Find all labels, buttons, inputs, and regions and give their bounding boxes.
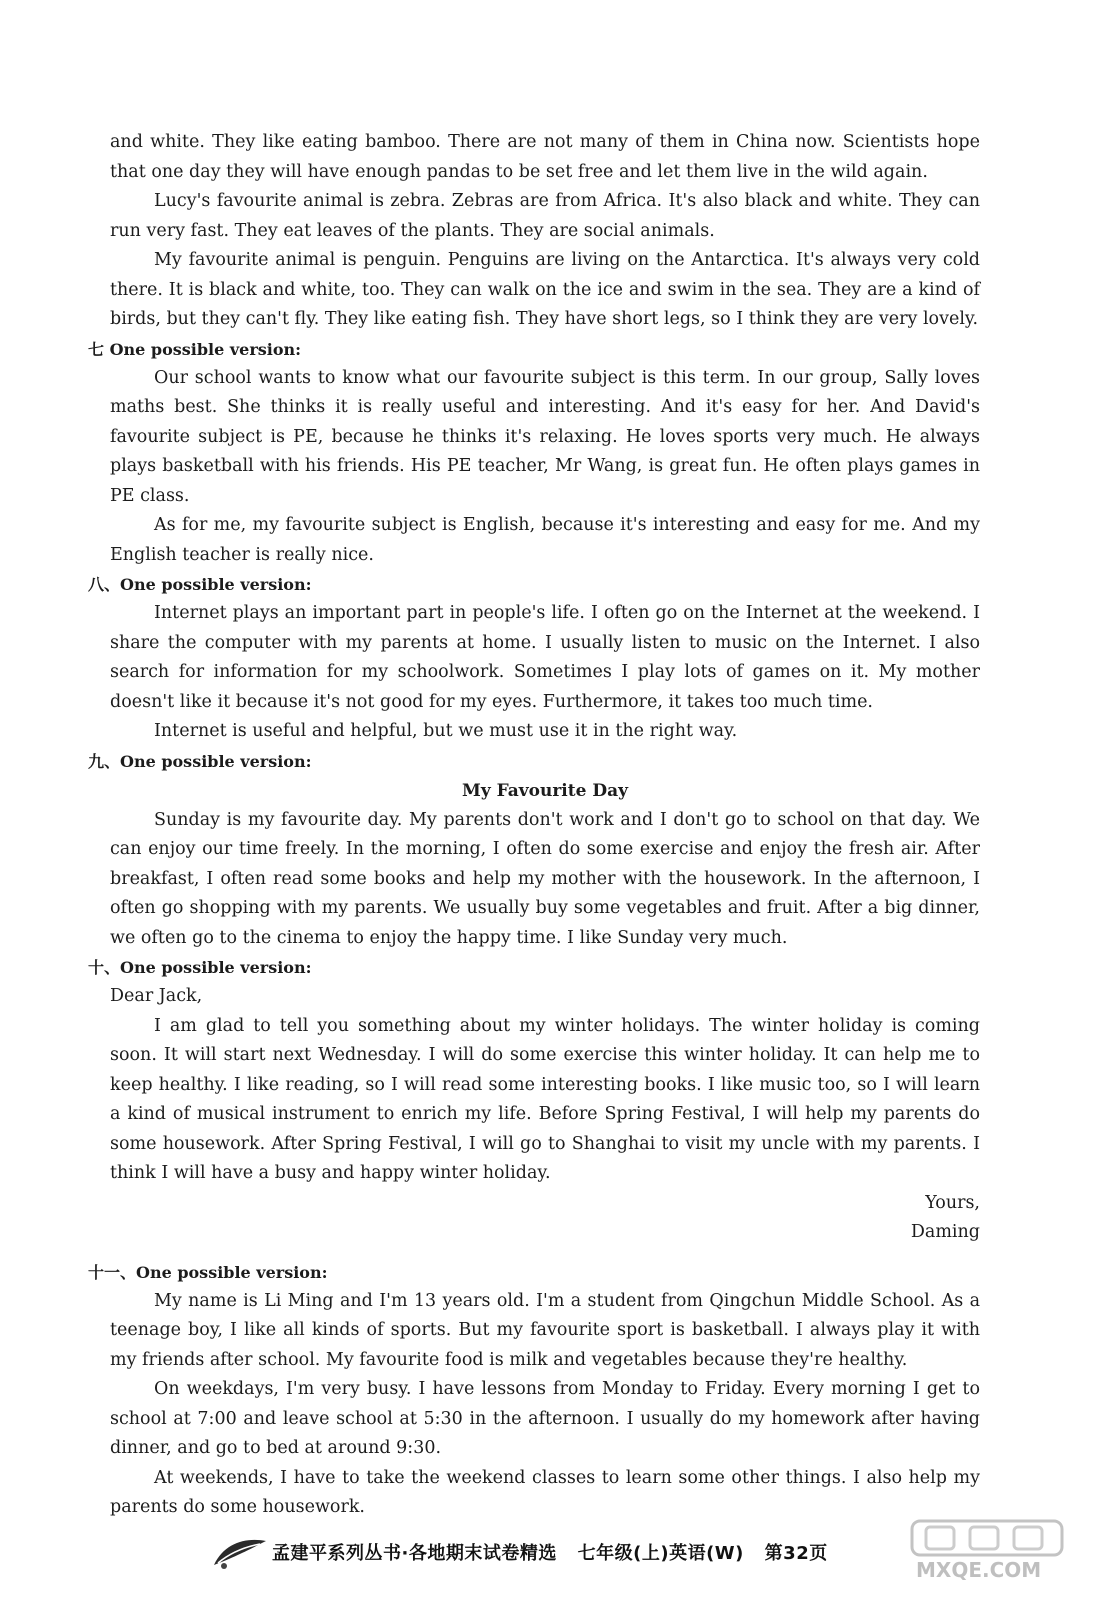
s11-paragraph-1: My name is Li Ming and I'm 13 years old. I'm a student from Qingchun Middle School. As a teenage boy, I like all kinds of sports. But my favourite sport is basketball. I always play it with my friends after school. My favourite food is milk and vegetables because they're healthy. (110, 1290, 980, 1370)
section-8-heading: 八、One possible version: (88, 575, 312, 594)
s9-paragraph-1: Sunday is my favourite day. My parents don't work and I don't go to school on that day. We can enjoy our time freely. In the morning, I often do some exercise and enjoy the fresh air. After breakfast, I often read some books and help my mother with the housework. In the afternoon, I often go shopping with my parents. We usually buy some vegetables and fruit. After a big dinner, we often go to the cinema to enjoy the happy time. I like Sunday very much. (110, 809, 980, 948)
s11-paragraph-3: At weekends, I have to take the weekend classes to learn some other things. I also help my parents do some housework. (110, 1467, 980, 1517)
letter-signature: Daming (910, 1222, 980, 1242)
s7-paragraph-2: As for me, my favourite subject is English, because it's interesting and easy for me. And my English teacher is really nice. (110, 515, 980, 565)
watermark-logo-icon (906, 1519, 1076, 1581)
footer-text (272, 1539, 842, 1565)
s6-paragraph-2: Lucy's favourite animal is zebra. Zebras are from Africa. It's also black and white. They can run very fast. They eat leaves of the plants. They are social animals. (110, 191, 980, 241)
footer-page-number: 第32页 (764, 1543, 828, 1564)
letter-greeting: Dear Jack, (110, 986, 203, 1006)
essay-title: My Favourite Day (462, 780, 628, 801)
s6-paragraph-1: and white. They like eating bamboo. There are not many of them in China now. Scientists hope that one day they will have enough pandas to be set free and let them live in the wild again. (110, 132, 980, 182)
s7-paragraph-1: Our school wants to know what our favourite subject is this term. In our group, Sally loves maths best. She thinks it is really useful and interesting. And it's easy for her. And David's favourite subject is PE, because he thinks it's relaxing. He loves sports very much. He always plays basketball with his friends. His PE teacher, Mr Wang, is great fun. He often plays games in PE class. (110, 367, 980, 506)
watermark-text: MXQE.COM (916, 1558, 1042, 1581)
s10-paragraph-1: I am glad to tell you something about my winter holidays. The winter holiday is coming soon. It will start next Wednesday. I will do some exercise this winter holiday. It can help me to keep healthy. I like reading, so I will read some interesting books. I like music too, so I will learn a kind of musical instrument to enrich my life. Before Spring Festival, I will help my parents do some housework. After Spring Festival, I will go to Shanghai to visit my uncle with my parents. I think I will have a busy and happy winter holiday. (110, 1015, 980, 1183)
s8-paragraph-2: Internet is useful and helpful, but we must use it in the right way. (154, 721, 738, 741)
section-7-heading: 七 One possible version: (88, 339, 302, 359)
answer-content (88, 128, 980, 1523)
s8-paragraph-1: Internet plays an important part in people's life. I often go on the Internet at the weekend. I share the computer with my parents at home. I usually listen to music on the Internet. I also search for information for my schoolwork. Sometimes I play lots of games on it. My mother doesn't like it because it's not good for my eyes. Furthermore, it takes too much time. (110, 603, 980, 712)
footer-grade: 七年级(上)英语(W) (577, 1543, 744, 1564)
letter-closing: Yours, (925, 1192, 980, 1213)
section-9-heading: 九、One possible version: (88, 751, 312, 771)
leaf-logo-icon (210, 1533, 270, 1571)
section-10-heading: 十、One possible version: (88, 958, 312, 977)
s6-paragraph-3: My favourite animal is penguin. Penguins are living on the Antarctica. It's always very cold there. It is black and white, too. They can walk on the ice and swim in the sea. They are a kind of birds, but they can't fly. They like eating fish. They have short legs, so I think they are very lovely. (110, 250, 980, 329)
page-footer (210, 1533, 1090, 1581)
footer-series: 孟建平系列丛书·各地期末试卷精选 (272, 1543, 557, 1564)
s11-paragraph-2: On weekdays, I'm very busy. I have lessons from Monday to Friday. Every morning I get to school at 7:00 and leave school at 5:30 in the afternoon. I usually do my homework after having dinner, and go to bed at around 9:30. (110, 1379, 980, 1458)
section-11-heading: 十一、One possible version: (88, 1262, 328, 1282)
